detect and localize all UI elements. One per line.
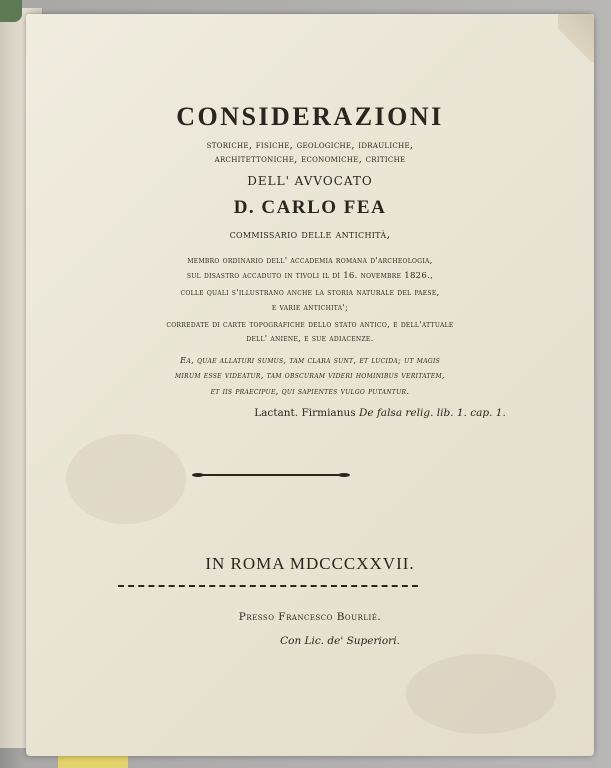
subtitle-line-2: architettoniche, economiche, critiche [214,154,406,165]
epigraph-line-2: mirum esse videatur, tam obscuram videri hominibus veritatem, [175,371,445,381]
epigraph-line-1: Ea, quae allaturi sumus, tam clara sunt, et lucida; ut magis [179,356,441,366]
title-page [26,14,594,756]
dotted-rule [118,585,418,587]
author-name: D. CARLO FEA [233,197,387,218]
body-line-2: sul disastro accaduto in tivoli il dì 16. novembre 1826., [186,271,434,281]
paper-stain [66,434,186,524]
ornamental-rule [196,474,346,476]
green-corner-tab [0,0,22,22]
publisher-line: Presso Francesco Bourlié. [238,611,382,623]
body-line-5: corredate di carte topografiche dello stato antico, e dell'attuale [166,320,454,330]
author-role: commissario delle antichità, [229,227,391,241]
imprint-place: IN ROMA MDCCCXXVII. [205,554,415,573]
citation-author: Lactant. Firmianus [254,407,356,419]
license-line: Con Lic. de' Superiori. [280,635,400,647]
body-line-6: dell' aniene, e sue adiacenze. [246,334,374,344]
epigraph-citation [96,407,611,419]
paper-stain [406,654,556,734]
body-line-1: membro ordinario dell' accademia romana d'archeologia, [187,256,433,266]
book-title: CONSIDERAZIONI [176,102,444,131]
author-prefix: DELL' AVVOCATO [247,174,373,188]
citation-work: De falsa relig. lib. 1. cap. 1. [358,407,506,419]
body-line-3: colle quali s'illustrano anche la storia naturale del paese, [180,288,440,298]
epigraph-line-3: et iis praecipue, qui sapientes vulgo putantur. [210,387,410,397]
body-line-4: e varie antichita'; [271,303,349,313]
subtitle-line-1: storiche, fisiche, geologiche, idrauliche, [206,140,414,151]
